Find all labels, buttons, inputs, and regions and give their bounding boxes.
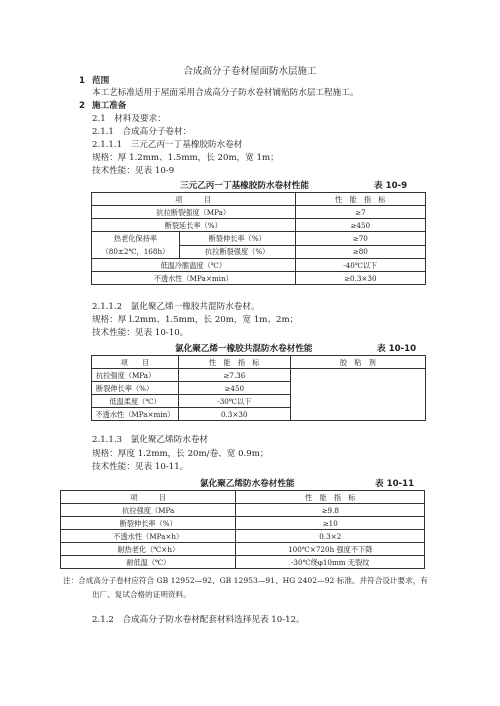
table-row [61, 543, 425, 556]
table-header-adhesive: 胶 粘 剂 [290, 356, 425, 369]
table-cell: ≥450 [295, 219, 425, 232]
table-10-9-caption: 三元乙丙一丁基橡胶防水卷材性能 [180, 181, 309, 191]
spec-1: 规格：厚 1.2mm、1.5mm，长 20m，宽 1m； [92, 153, 279, 163]
table-cell-text: （80±2℃，168h） [101, 247, 170, 256]
table-row [92, 272, 426, 285]
table-cell: ≥7 [295, 206, 425, 219]
table-row [61, 491, 425, 504]
table-cell: 低温冷脆温度（℃） [92, 259, 296, 272]
tech-1: 技术性能：见表 10-9 [92, 166, 175, 176]
table-cell: 断裂伸长率（%） [92, 382, 179, 395]
spec-2: 规格：厚 l.2mm、1.5mm，长 20m，宽 1m、2m； [92, 315, 299, 325]
table-cell: ≥0.3×30 [295, 272, 425, 285]
table-header-item: 项 目 [92, 193, 296, 206]
section-1-title: 范围 [92, 76, 110, 86]
table-10-10-caption: 氯化聚乙烯一橡胶共混防水卷材性能 [175, 344, 313, 354]
table-cell: 抗拉断裂强度（MPa） [92, 206, 296, 219]
table-cell: -40℃以下 [295, 259, 425, 272]
table-cell: 不透水性（MPa×min） [92, 408, 179, 421]
table-cell: ≥80 [295, 245, 425, 259]
table-row [61, 530, 425, 543]
table-cell: -30℃绕φ10mm 无裂纹 [236, 556, 425, 569]
table-cell: ≥10 [236, 517, 425, 530]
table-header-item: 项 目 [92, 356, 179, 369]
table-row [61, 517, 425, 530]
table-10-11-number: 表 10-11 [375, 479, 415, 489]
table-row [61, 504, 425, 517]
table-header-index: 性 能 指 标 [178, 356, 290, 369]
table-cell: 耐热老化（℃×h） [61, 543, 236, 556]
table-10-11-caption: 氯化聚乙烯防水卷材性能 [200, 479, 295, 489]
table-cell-merged [92, 232, 180, 259]
table-row [92, 259, 426, 272]
table-cell: 100℃×720h 强度不下降 [236, 543, 425, 556]
table-row [92, 193, 426, 206]
table-cell: ≥450 [178, 382, 290, 395]
table-row [92, 356, 426, 369]
table-cell: 断裂伸长率（%） [179, 232, 295, 246]
table-header-item: 项 目 [61, 491, 236, 504]
table-cell: 断裂伸长率（%） [61, 517, 236, 530]
section-2-1: 2.1 材料及要求： [92, 114, 166, 124]
table-cell: ≥70 [295, 232, 425, 246]
document-title: 合成高分子卷材屋面防水层施工 [183, 66, 317, 77]
section-2-1-1-2: 2.1.1.2 氯化聚乙烯一橡胶共混防水卷材。 [92, 302, 260, 312]
table-cell: 抗拉强度（MPa） [92, 369, 179, 382]
table-cell: ≥7.36 [178, 369, 290, 382]
table-cell: 断裂延长率（%） [92, 219, 296, 232]
section-2-title: 施工准备 [92, 101, 127, 111]
table-cell: 不透水性（MPa×min） [92, 272, 296, 285]
table-cell: 不透水性（MPa×h） [61, 530, 236, 543]
table-cell: ≥9.8 [236, 504, 425, 517]
tech-2: 技术性能：见表 10-10。 [92, 328, 189, 338]
table-row [92, 219, 426, 232]
section-2-1-1: 2.1.1 合成高分子卷材： [92, 127, 192, 137]
section-1-number: 1 [79, 76, 85, 86]
section-1-text: 本工艺标准适用于屋面采用合成高分子防水卷材铺贴防水层工程施工。 [92, 88, 359, 98]
table-cell: 耐低温（℃） [61, 556, 236, 569]
table-cell-text: 热老化保持率 [113, 234, 157, 243]
section-2-1-1-3: 2.1.1.3 氯化聚乙烯防水卷材 [92, 435, 209, 445]
table-cell: 抗拉断裂强度（%） [179, 245, 295, 259]
table-10-9-number: 表 10-9 [374, 181, 408, 191]
table-note-line-2: 出厂、复试合格的证明资料。 [92, 590, 191, 599]
table-cell: 抗拉强度（MPa [61, 504, 236, 517]
table-10-11 [60, 490, 425, 569]
table-10-9 [91, 192, 426, 285]
table-10-10-number: 表 10-10 [377, 344, 417, 354]
spec-3: 规格：厚度 1.2mm，长 20m/卷、宽 0.9m； [92, 449, 269, 459]
table-cell: 低温柔度（℃） [92, 395, 179, 408]
section-2-1-1-1: 2.1.1.1 三元乙丙一丁基橡胶防水卷材 [92, 140, 243, 150]
table-10-10 [91, 355, 426, 421]
section-2-1-2: 2.1.2 合成高分子防水卷材配套材料选择见表 10-12。 [92, 615, 305, 625]
table-row [92, 206, 426, 219]
table-cell-adhesive [290, 369, 425, 421]
table-header-index: 性 能 指 标 [295, 193, 425, 206]
table-note-line-1: 注：合成高分子卷材应符合 GB 12952—92、GB 12953—91、HG 2402—92 标准。并符合设计要求，有 [63, 576, 428, 585]
table-header-index: 性 能 指 标 [236, 491, 425, 504]
table-row [92, 369, 426, 382]
table-cell: -30℃以下 [178, 395, 290, 408]
table-cell: 0.3×2 [236, 530, 425, 543]
section-2-number: 2 [79, 101, 85, 111]
table-cell: 0.3×30 [178, 408, 290, 421]
tech-3: 技术性能：见表 10-11。 [92, 462, 189, 472]
table-row [61, 556, 425, 569]
table-row [92, 232, 426, 246]
